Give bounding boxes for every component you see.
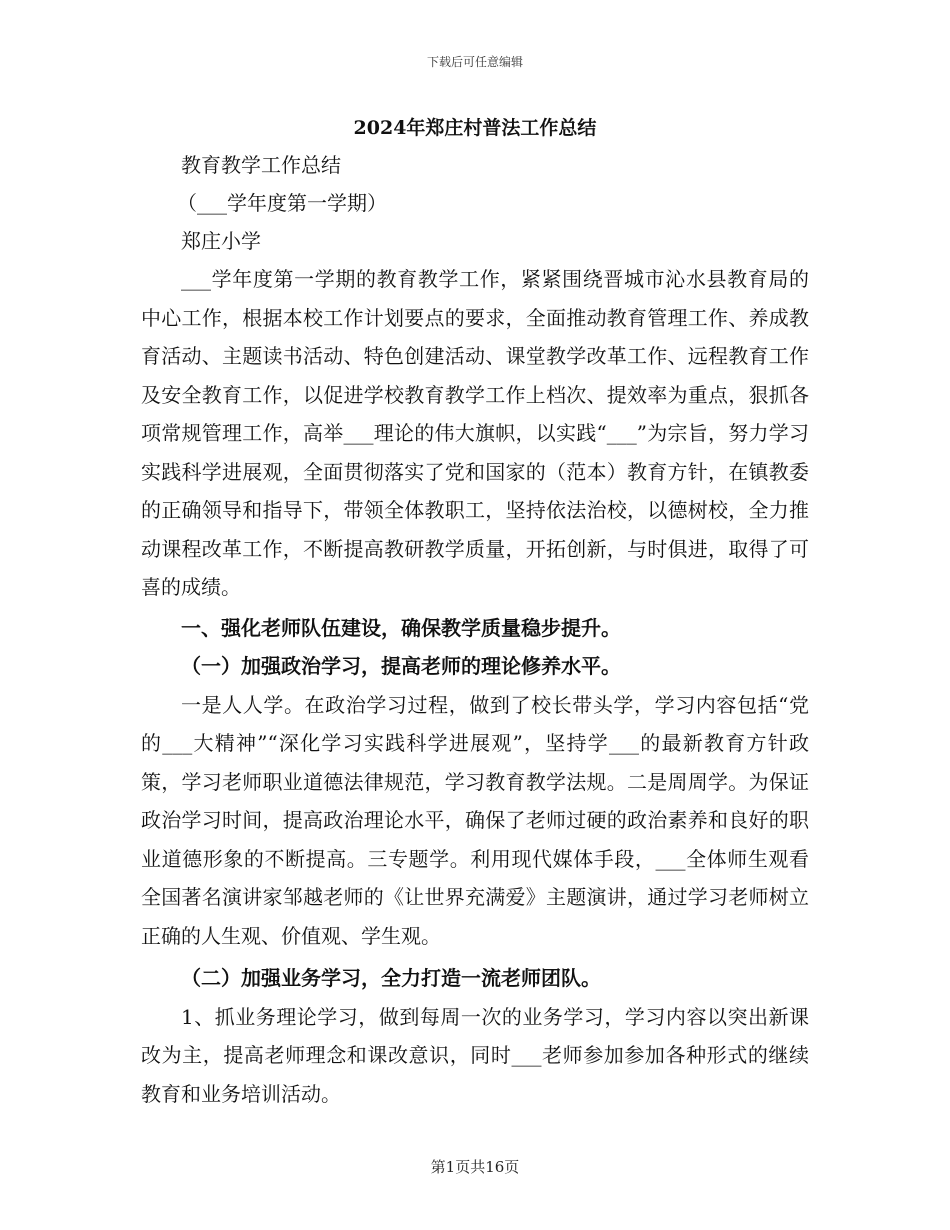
- school-name: 郑庄小学: [181, 229, 261, 253]
- document-subtitle: 教育教学工作总结: [181, 153, 341, 177]
- subsection2-heading: （二）加强业务学习，全力打造一流老师团队。: [181, 966, 601, 990]
- subsection1-heading: （一）加强政治学习，提高老师的理论修养水平。: [181, 654, 621, 678]
- subsection1-paragraph: 一是人人学。在政治学习过程，做到了校长带头学，学习内容包括“党的___大精神”“深化学习实践科学进展观”，坚持学___的最新教育方针政策，学习老师职业道德法律规范，学习教育教学法规。二是周周学。为保证政治学习时间，提高政治理论水平，确保了老师过硬的政治素养和良好的职业道德形象的不断提高。三专题学。利用现代媒体手段，___全体师生观看全国著名演讲家邹越老师的《让世界充满爱》主题演讲，通过学习老师树立正确的人生观、价值观、学生观。: [141, 692, 809, 948]
- header-note: 下载后可任意编辑: [426, 55, 523, 69]
- document-body: [141, 112, 809, 1113]
- page-number: 第1页共16页: [430, 1158, 520, 1176]
- document-title: 2024年郑庄村普法工作总结: [353, 117, 597, 139]
- intro-paragraph: ___学年度第一学期的教育教学工作，紧紧围绕晋城市沁水县教育局的中心工作，根据本校工作计划要点的要求，全面推动教育管理工作、养成教育活动、主题读书活动、特色创建活动、课堂教学改革工作、远程教育工作及安全教育工作，以促进学校教育教学工作上档次、提效率为重点，狠抓各项常规管理工作，高举___理论的伟大旗帜，以实践“___”为宗旨，努力学习实践科学进展观，全面贯彻落实了党和国家的（范本）教育方针，在镇教委的正确领导和指导下，带领全体教职工，坚持依法治校，以德树校，全力推动课程改革工作，不断提高教研教学质量，开拓创新，与时俱进，取得了可喜的成绩。: [141, 267, 809, 599]
- subsection2-paragraph: 1、抓业务理论学习，做到每周一次的业务学习，学习内容以突出新课改为主，提高老师理念和课改意识，同时___老师参加参加各种形式的继续教育和业务培训活动。: [141, 1004, 809, 1106]
- section1-heading: 一、强化老师队伍建设，确保教学质量稳步提升。: [181, 615, 621, 640]
- semester-line: （___学年度第一学期）: [177, 191, 387, 215]
